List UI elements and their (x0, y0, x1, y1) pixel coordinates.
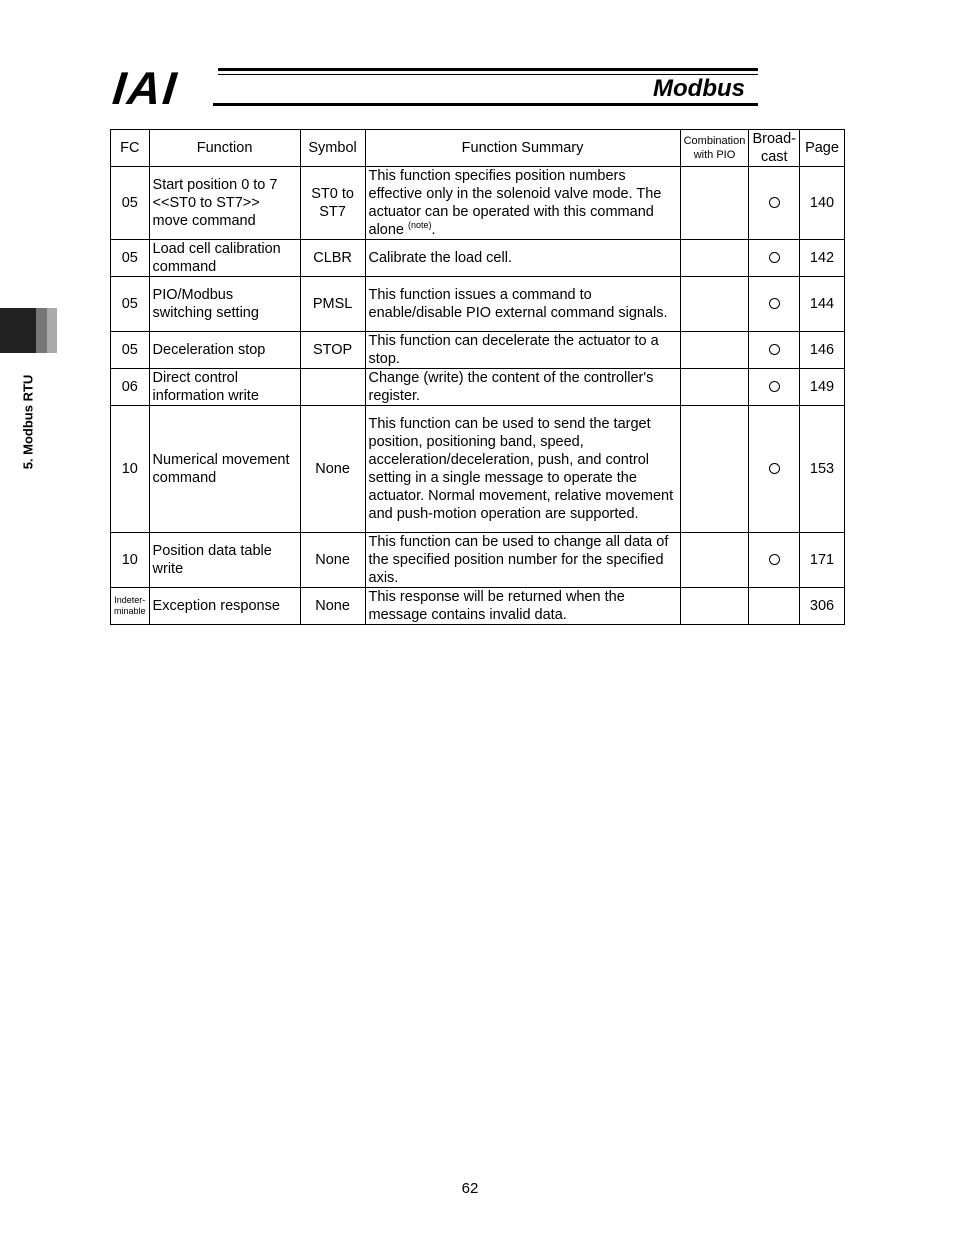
chapter-tab-marker (0, 308, 36, 353)
cell-page: 140 (800, 167, 845, 240)
cell-broadcast (749, 240, 800, 277)
cell-page: 144 (800, 277, 845, 332)
section-title: Modbus (653, 75, 745, 102)
broadcast-circle-icon (769, 463, 780, 474)
chapter-tab-shade (36, 308, 47, 353)
header-broadcast-line2: cast (760, 149, 788, 165)
cell-fc: 05 (111, 167, 150, 240)
cell-summary: Calibrate the load cell. (365, 240, 680, 277)
cell-symbol: None (300, 406, 365, 533)
cell-fc: 10 (111, 533, 150, 588)
header-combination-with-pio (680, 130, 749, 167)
cell-combination (680, 588, 749, 625)
cell-symbol: PMSL (300, 277, 365, 332)
table-row (111, 588, 845, 625)
cell-function: Direct control information write (149, 369, 300, 406)
cell-page: 306 (800, 588, 845, 625)
cell-broadcast (749, 533, 800, 588)
table-row (111, 369, 845, 406)
cell-summary: This function issues a command to enable/disable PIO external command signals. (365, 277, 680, 332)
cell-page: 142 (800, 240, 845, 277)
broadcast-circle-icon (769, 381, 780, 392)
header-function: Function (149, 130, 300, 167)
table-header-row (111, 130, 845, 167)
fc-line1: Indeter- (114, 595, 146, 605)
cell-function: Numerical movement command (149, 406, 300, 533)
header-broadcast-line1: Broad- (752, 131, 797, 147)
cell-page: 153 (800, 406, 845, 533)
summary-period: . (431, 222, 436, 238)
cell-summary: This response will be returned when the message contains invalid data. (365, 588, 680, 625)
broadcast-circle-icon (769, 554, 780, 565)
table-row (111, 406, 845, 533)
cell-page: 171 (800, 533, 845, 588)
cell-symbol: None (300, 533, 365, 588)
cell-combination (680, 167, 749, 240)
function-code-table (110, 129, 845, 625)
header-rule-bottom (213, 103, 758, 106)
header-broadcast (749, 130, 800, 167)
cell-function: Deceleration stop (149, 332, 300, 369)
cell-broadcast (749, 369, 800, 406)
header-symbol: Symbol (300, 130, 365, 167)
cell-function: PIO/Modbus switching setting (149, 277, 300, 332)
cell-combination (680, 406, 749, 533)
cell-page: 149 (800, 369, 845, 406)
cell-broadcast (749, 332, 800, 369)
broadcast-circle-icon (769, 344, 780, 355)
header-rule (218, 68, 758, 71)
note-marker: (note) (408, 220, 432, 231)
cell-symbol: None (300, 588, 365, 625)
cell-combination (680, 240, 749, 277)
cell-fc: 05 (111, 277, 150, 332)
header-summary: Function Summary (365, 130, 680, 167)
cell-function: Exception response (149, 588, 300, 625)
header-page: Page (800, 130, 845, 167)
fc-line2: minable (114, 606, 146, 616)
cell-fc: 05 (111, 240, 150, 277)
header-fc: FC (111, 130, 150, 167)
cell-page: 146 (800, 332, 845, 369)
cell-fc: 06 (111, 369, 150, 406)
cell-function: Position data table write (149, 533, 300, 588)
table-row (111, 277, 845, 332)
table-row (111, 240, 845, 277)
cell-summary: This function can be used to change all data of the specified position number for the specified axis. (365, 533, 680, 588)
chapter-tab-shade-light (47, 308, 57, 353)
cell-summary (365, 167, 680, 240)
broadcast-circle-icon (769, 298, 780, 309)
cell-broadcast (749, 588, 800, 625)
table-row (111, 167, 845, 240)
broadcast-circle-icon (769, 197, 780, 208)
cell-combination (680, 533, 749, 588)
cell-summary: Change (write) the content of the controller's register. (365, 369, 680, 406)
cell-function: Start position 0 to 7 <<ST0 to ST7>> move command (149, 167, 300, 240)
cell-symbol: STOP (300, 332, 365, 369)
cell-summary: This function can be used to send the target position, positioning band, speed, acceleration/deceleration, push, and control setting in a single message to operate the actuator. Normal movement, relative movement and push-motion operation are supported. (365, 406, 680, 533)
cell-fc (111, 588, 150, 625)
broadcast-circle-icon (769, 252, 780, 263)
chapter-label: 5. Modbus RTU (20, 374, 36, 470)
cell-symbol: ST0 to ST7 (300, 167, 365, 240)
cell-summary: This function can decelerate the actuator to a stop. (365, 332, 680, 369)
header-combination-line1: Combination (683, 135, 746, 147)
page-number: 62 (461, 1180, 479, 1197)
cell-broadcast (749, 277, 800, 332)
cell-fc: 10 (111, 406, 150, 533)
header-combination-line2: with PIO (693, 149, 736, 161)
iai-logo: IAI (110, 62, 181, 114)
cell-symbol (300, 369, 365, 406)
cell-combination (680, 369, 749, 406)
cell-fc: 05 (111, 332, 150, 369)
cell-combination (680, 277, 749, 332)
cell-function: Load cell calibration command (149, 240, 300, 277)
cell-broadcast (749, 406, 800, 533)
cell-broadcast (749, 167, 800, 240)
table-row (111, 332, 845, 369)
cell-symbol: CLBR (300, 240, 365, 277)
summary-text: This function specifies position numbers effective only in the solenoid valve mode. The actuator can be operated with this command alone (368, 168, 662, 238)
table-row (111, 533, 845, 588)
cell-combination (680, 332, 749, 369)
